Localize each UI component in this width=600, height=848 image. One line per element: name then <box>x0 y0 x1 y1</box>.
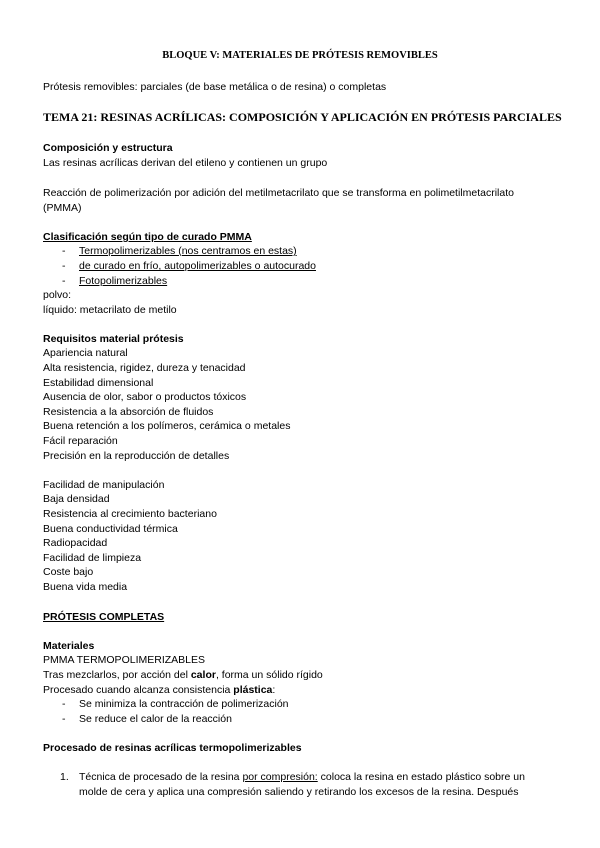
requirement-item: Buena retención a los polímeros, cerámica o metales <box>43 420 291 432</box>
requirement-item: Resistencia al crecimiento bacteriano <box>43 508 217 520</box>
classification-item: de curado en frío, autopolimerizables o autocurado <box>79 260 316 272</box>
polymerization-text-cont: (PMMA) <box>43 202 82 214</box>
composition-text: Las resinas acrílicas derivan del etileno y contienen un grupo <box>43 157 328 169</box>
block-title: BLOQUE V: MATERIALES DE PRÓTESIS REMOVIBLES <box>162 50 438 61</box>
requirements-heading: Requisitos material prótesis <box>43 333 184 345</box>
topic-title: TEMA 21: RESINAS ACRÍLICAS: COMPOSICIÓN Y APLICACIÓN EN PRÓTESIS PARCIALES <box>43 110 562 124</box>
step-text: Técnica de procesado de la resina por compresión: coloca la resina en estado plástico sobre un <box>79 771 525 783</box>
classification-heading: Clasificación según tipo de curado PMMA <box>43 231 252 243</box>
step-number: 1. <box>60 771 69 783</box>
processing-bullet: Se minimiza la contracción de polimerización <box>79 698 289 710</box>
processing-bullet: Se reduce el calor de la reacción <box>79 713 232 725</box>
requirement-item: Facilidad de manipulación <box>43 479 165 491</box>
requirement-item: Facilidad de limpieza <box>43 552 142 564</box>
materials-heading: Materiales <box>43 640 95 652</box>
list-dash: - <box>62 698 66 710</box>
powder-text: polvo: <box>43 289 72 301</box>
requirement-item: Precisión en la reproducción de detalles <box>43 450 230 462</box>
classification-item: Fotopolimerizables <box>79 275 168 287</box>
list-dash: - <box>62 713 66 725</box>
intro-text: Prótesis removibles: parciales (de base metálica o de resina) o completas <box>43 81 387 93</box>
list-dash: - <box>62 275 66 287</box>
complete-dentures-heading: PRÓTESIS COMPLETAS <box>43 611 165 623</box>
polymerization-text: Reacción de polimerización por adición del metilmetacrilato que se transforma en polimetilmetacrilato <box>43 187 514 199</box>
requirement-item: Radiopacidad <box>43 537 108 549</box>
requirement-item: Estabilidad dimensional <box>43 377 154 389</box>
requirement-item: Buena conductividad térmica <box>43 523 178 535</box>
list-dash: - <box>62 245 66 257</box>
composition-heading: Composición y estructura <box>43 142 173 154</box>
requirement-item: Baja densidad <box>43 493 110 505</box>
requirement-item: Coste bajo <box>43 566 94 578</box>
requirement-item: Alta resistencia, rigidez, dureza y tenacidad <box>43 362 246 374</box>
step-text-cont: molde de cera y aplica una compresión saliendo y retirando los excesos de la resina. Después <box>79 786 519 798</box>
requirement-item: Buena vida media <box>43 581 128 593</box>
classification-item: Termopolimerizables (nos centramos en estas) <box>79 245 297 257</box>
pmma-text: PMMA TERMOPOLIMERIZABLES <box>43 654 206 666</box>
requirement-item: Ausencia de olor, sabor o productos tóxicos <box>43 391 247 403</box>
requirement-item: Resistencia a la absorción de fluidos <box>43 406 214 418</box>
processing-text: Procesado cuando alcanza consistencia plástica: <box>43 684 276 696</box>
list-dash: - <box>62 260 66 272</box>
requirement-item: Fácil reparación <box>43 435 118 447</box>
processing-heading: Procesado de resinas acrílicas termopolimerizables <box>43 742 302 754</box>
liquid-text: líquido: metacrilato de metilo <box>43 304 177 316</box>
requirement-item: Apariencia natural <box>43 347 128 359</box>
mix-text: Tras mezclarlos, por acción del calor, forma un sólido rígido <box>43 669 323 681</box>
